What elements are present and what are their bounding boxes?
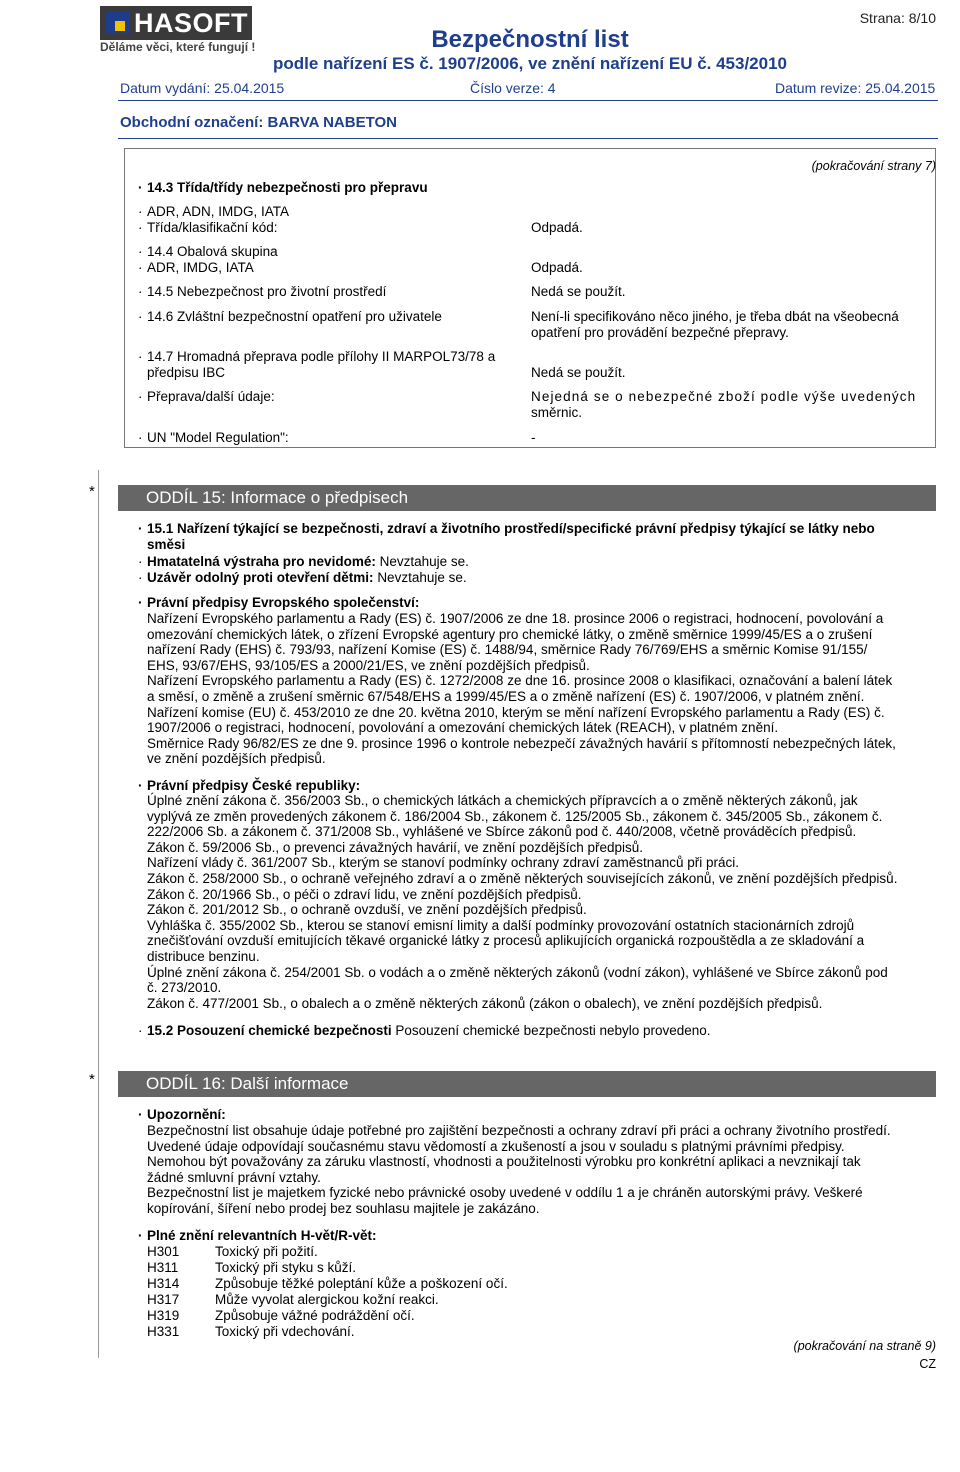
cz-legislation-label: · Právní předpisy České republiky: (138, 778, 361, 793)
note-line: kopírování, šíření nebo prodej bez souhlasu majitele je zakázáno. (147, 1200, 540, 1216)
cz-line: vyplývá ze změn provedených zákonem č. 186/2004 Sb., zákonem č. 125/2005 Sb., zákonem č. 345/2005 Sb., zákonem č. (147, 808, 883, 824)
note-label: · Upozornění: (138, 1107, 226, 1122)
s14-4-heading: · 14.4 Obalová skupina (138, 244, 278, 259)
h-code: H311 (147, 1260, 179, 1275)
revision-marker-line-16 (98, 1058, 99, 1358)
s14-3-class-label: · Třída/klasifikační kód: (138, 220, 278, 235)
s14-3-heading: · 14.3 Třída/třídy nebezpečnosti pro přepravu (138, 180, 428, 195)
h-statements-label: · Plné znění relevantních H-vět/R-vět: (138, 1228, 377, 1243)
logo-slogan: Děláme věci, které fungují ! (100, 40, 256, 54)
cz-line: Zákon č. 59/2006 Sb., o prevenci závažných havárií, ve znění pozdějších předpisů. (147, 839, 644, 855)
page-number: Strana: 8/10 (859, 10, 936, 26)
s14-5-value: Nedá se použít. (531, 284, 626, 299)
h-code: H319 (147, 1308, 180, 1323)
s14-6-value-2: opatření pro provádění bezpečné přepravy. (531, 325, 789, 340)
eu-legislation-text (147, 611, 937, 767)
note-line: Bezpečnostní list je majetkem fyzické nebo právnické osoby uvedené v oddílu 1 a je chráněn autorskými právy. Veškeré (147, 1185, 863, 1201)
h-text: Způsobuje vážné podráždění očí. (215, 1308, 415, 1323)
transport-info-value-2: směrnic. (531, 405, 583, 420)
s14-7-value: Nedá se použít. (531, 365, 626, 380)
trade-name-label: Obchodní označení: (120, 114, 264, 131)
transport-info-value-1: Nejedná se o nebezpečné zboží podle výše uvedených (531, 389, 917, 404)
un-model-label: · UN "Model Regulation": (138, 430, 289, 445)
s14-7-label-1: · 14.7 Hromadná přeprava podle přílohy II MARPOL73/78 a (138, 349, 496, 364)
document-subtitle: podle nařízení ES č. 1907/2006, ve znění nařízení EU č. 453/2010 (272, 54, 788, 73)
section-15-title: ODDÍL 15: Informace o předpisech (146, 488, 409, 507)
header-divider (118, 100, 938, 101)
h-text: Toxický při vdechování. (215, 1324, 355, 1339)
cz-line: Zákon č. 258/2000 Sb., o ochraně veřejného zdraví a o změně některých souvisejících zákonů, ve znění pozdějších předpisů. (147, 870, 898, 886)
eu-line: Směrnice Rady 96/82/ES ze dne 9. prosince 1996 o kontrole nebezpečí závažných havárií s přítomností nebezpečných látek, (147, 735, 896, 751)
cz-line: Úplné znění zákona č. 356/2003 Sb., o chemických látkách a chemických přípravcích a o změně některých zákonů, jak (147, 793, 858, 808)
s14-6-label: · 14.6 Zvláštní bezpečnostní opatření pro uživatele (138, 309, 442, 324)
s14-3-transport-modes: · ADR, ADN, IMDG, IATA (138, 204, 290, 219)
cz-line: Zákon č. 20/1966 Sb., o péči o zdraví lidu, ve znění pozdějších předpisů. (147, 886, 582, 902)
tactile-warning: · Hmatatelná výstraha pro nevidomé: Nevztahuje se. (138, 554, 469, 569)
s14-7-label-2: předpisu IBC (147, 365, 226, 380)
s15-1-heading: · 15.1 Nařízení týkající se bezpečnosti, zdraví a životního prostředí/specifické právní předpisy týkající se látky nebo (138, 521, 875, 536)
cz-line: 222/2006 Sb. a zákonem č. 371/2008 Sb., vyhlášené ve Sbírce zákonů pod č. 440/2008, včetně prováděcích předpisů. (147, 824, 857, 840)
transport-info-label: · Přeprava/další údaje: (138, 389, 275, 404)
cz-line: znečišťování ovzduší emitujících těkavé organické látky z procesů aplikujících organická rozpouštědla a ze skladování a (147, 933, 865, 949)
cz-line: distribuce benzinu. (147, 948, 260, 964)
h-code: H314 (147, 1276, 180, 1291)
h-code: H317 (147, 1292, 180, 1307)
revision-star: * (89, 483, 95, 500)
eu-line: Nařízení Evropského parlamentu a Rady (ES) č. 1272/2008 ze dne 16. prosince 2008 o klasifikaci, označování a balení látek (147, 673, 893, 689)
h-text: Toxický při styku s kůží. (215, 1260, 357, 1275)
note-text (147, 1123, 937, 1217)
eu-line: nařízení Rady (EHS) č. 793/93, nařízení Komise (ES) č. 1488/94, směrnice Rady 76/769/EHS a směrnic Komise 91/155/ (147, 642, 868, 658)
s14-4-value: Odpadá. (531, 260, 583, 275)
s14-4-modes-label: · ADR, IMDG, IATA (138, 260, 254, 275)
s14-6-value-1: Není-li specifikováno něco jiného, je třeba dbát na všeobecná (531, 309, 899, 324)
note-line: Nemohou být považovány za záruku vlastností, vhodnosti a použitelnosti výrobku pro konkrétní aplikaci a nevznikají tak (147, 1154, 861, 1170)
cz-line: č. 273/2010. (147, 980, 222, 996)
s14-5-label: · 14.5 Nebezpečnost pro životní prostředí (138, 284, 387, 299)
h-text: Může vyvolat alergickou kožní reakci. (215, 1292, 439, 1307)
cz-line: Zákon č. 477/2001 Sb., o obalech a o změně některých zákonů (zákon o obalech), ve znění pozdějších předpisů. (147, 995, 823, 1011)
eu-legislation-label: · Právní předpisy Evropského společenství: (138, 595, 420, 610)
child-resistant: · Uzávěr odolný proti otevření dětmi: Nevztahuje se. (138, 570, 467, 585)
revision-marker-line (98, 470, 99, 1070)
eu-line: 1907/2006 o registraci, hodnocení, povolování a omezování chemických látek (REACH), v platném znění. (147, 720, 779, 736)
section-16-header (118, 1071, 936, 1097)
section-16-title: ODDÍL 16: Další informace (146, 1074, 349, 1093)
eu-line: ve znění pozdějších předpisů. (147, 751, 326, 767)
document-title: Bezpečnostní list (431, 26, 629, 53)
h-text: Způsobuje těžké poleptání kůže a poškození očí. (215, 1276, 508, 1291)
continuation-note: (pokračování strany 7) (811, 159, 936, 173)
eu-line: EHS, 93/67/EHS, 93/105/ES a 2000/21/ES, ve znění pozdějších předpisů. (147, 657, 590, 673)
eu-line: Nařízení Evropského parlamentu a Rady (ES) č. 1907/2006 ze dne 18. prosince 2006 o registraci, hodnocení, povolování a (147, 611, 884, 626)
cz-legislation-text (147, 793, 937, 1011)
eu-line: Nařízení komise (EU) č. 453/2010 ze dne 20. května 2010, kterým se mění nařízení Evropského parlamentu a Rady (ES) č. (147, 704, 885, 720)
cz-line: Úplné znění zákona č. 254/2001 Sb. o vodách a o změně některých zákonů (vodní zákon), vyhlášené ve Sbírce zákonů pod (147, 964, 888, 980)
version-number: Číslo verze: 4 (470, 80, 556, 96)
note-line: Uvedené údaje odpovídají současnému stavu vědomostí a zkušeností a jsou v souladu s platnými právními předpisy. (147, 1138, 845, 1154)
language-code: CZ (919, 1357, 936, 1371)
issue-date: Datum vydání: 25.04.2015 (120, 80, 285, 96)
revision-star-16: * (89, 1071, 95, 1088)
cz-line: Zákon č. 201/2012 Sb., o ochraně ovzduší, ve znění pozdějších předpisů. (147, 902, 587, 918)
revision-date: Datum revize: 25.04.2015 (775, 80, 936, 96)
note-line: Bezpečnostní list obsahuje údaje potřebné pro zajištění bezpečnosti a ochrany zdraví při práci a ochrany životního prostředí. (147, 1123, 891, 1138)
s14-3-class-value: Odpadá. (531, 220, 583, 235)
trade-name-value: BARVA NABETON (267, 114, 397, 131)
cz-line: Nařízení vlády č. 361/2007 Sb., kterým se stanoví podmínky ochrany zdraví zaměstnanců při práci. (147, 855, 740, 871)
h-code: H331 (147, 1324, 180, 1339)
eu-line: omezování chemických látek, o zřízení Evropské agentury pro chemické látky, o změně směrnice 1999/45/ES a o zrušení (147, 626, 873, 642)
trade-divider (118, 138, 938, 139)
eu-line: a směsí, o změně a zrušení směrnic 67/548/EHS a 1999/45/ES a o změně nařízení (ES) č. 1907/2006, v platném znění. (147, 688, 865, 704)
logo-text: HASOFT (134, 8, 248, 38)
h-code: H301 (147, 1244, 180, 1259)
s15-1-heading-cont: směsi (147, 537, 186, 552)
cz-line: Vyhláška č. 355/2002 Sb., kterou se stanoví emisní limity a další podmínky provozování ostatních stacionárních zdrojů (147, 917, 855, 933)
section-15-header (118, 485, 936, 511)
continued-note: (pokračování na straně 9) (793, 1339, 936, 1353)
trade-name (120, 114, 397, 131)
h-text: Toxický při požití. (215, 1244, 318, 1259)
s15-2-assessment: · 15.2 Posouzení chemické bezpečnosti Posouzení chemické bezpečnosti nebylo provedeno. (138, 1023, 711, 1038)
un-model-value: - (531, 430, 536, 445)
note-line: žádné smluvní právní vztahy. (147, 1169, 321, 1185)
